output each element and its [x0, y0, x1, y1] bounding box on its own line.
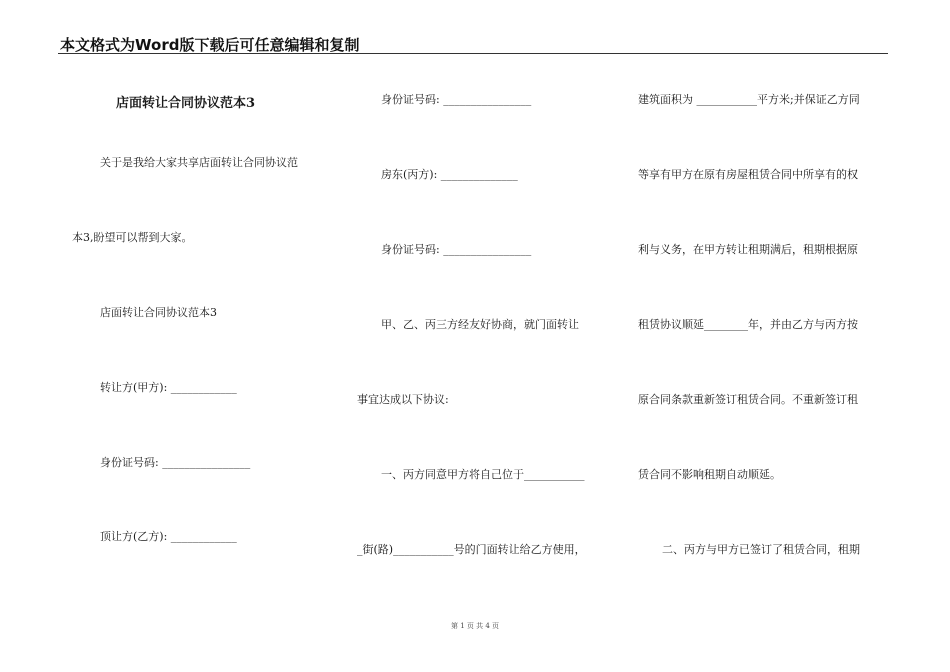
paragraph-line: 本3,盼望可以帮到大家。	[72, 231, 193, 244]
paragraph-line: 利与义务，在甲方转让租期满后，租期根据原	[638, 243, 858, 256]
page-number: 第 1 页 共 4 页	[450, 622, 500, 630]
form-field-line: 房东(丙方): ______________	[381, 168, 518, 181]
paragraph-line: 二、丙方与甲方已签订了租赁合同，租期	[662, 543, 860, 556]
paragraph-line: 原合同条款重新签订租赁合同。不重新签订租	[638, 393, 858, 406]
document-title: 店面转让合同协议范本3	[116, 96, 256, 111]
document-header-title: 本文格式为Word版下载后可任意编辑和复制	[60, 36, 360, 54]
paragraph-line: 租赁协议顺延________年，并由乙方与丙方按	[638, 318, 858, 331]
paragraph-line: 关于是我给大家共享店面转让合同协议范	[100, 156, 298, 169]
paragraph-line: 一、丙方同意甲方将自己位于___________	[381, 468, 585, 481]
paragraph-line: 建筑面积为 ___________平方米;并保证乙方同	[638, 93, 860, 106]
form-field-line: 身份证号码: ________________	[381, 243, 532, 256]
form-field-line: 身份证号码: ________________	[100, 456, 251, 469]
header-divider	[58, 53, 888, 54]
paragraph-line: 赁合同不影响租期自动顺延。	[638, 468, 781, 481]
paragraph-line: 事宜达成以下协议:	[357, 393, 449, 406]
paragraph-line: 甲、乙、丙三方经友好协商，就门面转让	[381, 318, 579, 331]
paragraph-line: _街(路)___________号的门面转让给乙方使用，	[357, 543, 586, 556]
paragraph-line: 店面转让合同协议范本3	[100, 306, 217, 319]
paragraph-line: 等享有甲方在原有房屋租赁合同中所享有的权	[638, 168, 858, 181]
form-field-line: 顶让方(乙方): ____________	[100, 530, 237, 543]
form-field-line: 转让方(甲方): ____________	[100, 381, 237, 394]
form-field-line: 身份证号码: ________________	[381, 93, 532, 106]
